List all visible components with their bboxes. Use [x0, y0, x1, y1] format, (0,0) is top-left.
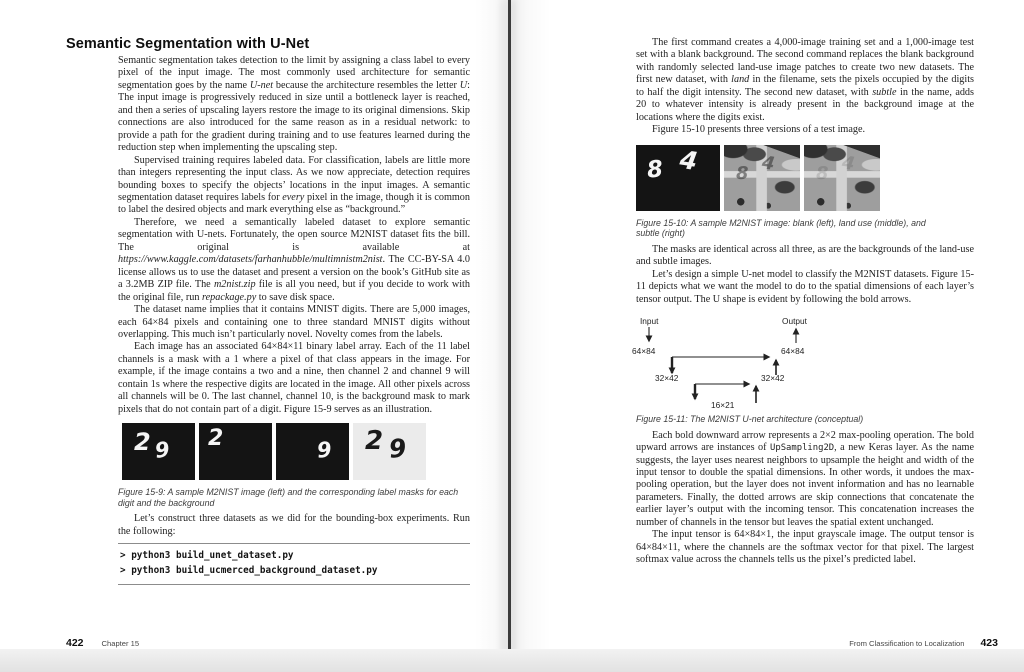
figure-15-9 [122, 423, 470, 480]
paragraph: Semantic segmentation takes detection to the limit by assigning a class label to every pixel of the input image. The most commonly used architecture for semantic segmentation goes by the name U-net because the architecture resembles the letter U: The input image is progressively reduced in size until a bottleneck layer is reached, and then a series of upscaling layers restore the image to its original dimensions. Skip connections are also introduced for the same reason as in a residual network: to provide a path for the gradient during training and to use features learned during the reduction step when implementing the upscaling step. [118, 55, 470, 154]
diagram-output-label: Output [782, 316, 807, 327]
handwritten-digit: 2 [208, 426, 224, 452]
handwritten-digit: 2 [134, 428, 151, 457]
handwritten-digit: 9 [387, 433, 408, 464]
code-block [118, 543, 470, 585]
chapter-title-label: From Classification to Localization [849, 639, 965, 648]
page-number: 422 [66, 637, 84, 649]
diagram-bottleneck-label: 16×21 [711, 400, 735, 411]
page-gutter-divider [508, 0, 511, 672]
handwritten-digit: 9 [153, 437, 172, 464]
figure-15-10 [636, 145, 974, 211]
paragraph: The input tensor is 64×84×1, the input grayscale image. The output tensor is 64×84×11, where the channels are the softmax vector for that pixel. The largest softmax value across the channels tells us the pixel’s predicted label. [636, 529, 974, 566]
diagram-dec2-label: 32×42 [761, 373, 785, 384]
right-page [511, 0, 1024, 650]
left-text-column [118, 55, 470, 585]
chapter-label: Chapter 15 [101, 639, 140, 648]
diagram-enc2-label: 32×42 [655, 373, 679, 384]
paragraph: The first command creates a 4,000-image training set and a 1,000-image test set with a blank background. The second command replaces the blank background with randomly selected land-use image patches to create two new datasets. The first new dataset, with land in the filename, sets the pixels occupied by the digits to half the digit intensity. The second new dataset, with subtle in the name, adds 20 to whatever intensity is already present in the background image at the locations where the digits exist. [636, 37, 974, 123]
figure-caption: Figure 15-10: A sample M2NIST image: blank (left), land use (middle), and subtle (right) [636, 217, 926, 239]
paragraph: Figure 15-10 presents three versions of a test image. [652, 124, 866, 136]
paragraph: Therefore, we need a semantically labeled dataset to explore semantic segmentation with U-nets. Fortunately, the open source M2NIST dataset fits the bill. The original is available at https://www.kaggle.com/datasets/farhanhubble/multimnistm2nist. The CC-BY-SA 4.0 license allows us to use the dataset and present a version on the book’s GitHub site as a 3.2MB ZIP file. The m2nist.zip file is all you need, but if you decide to work with the original file, run repackage.py to save disk space. [118, 216, 470, 303]
left-page [0, 0, 509, 650]
paragraph: Supervised training requires labeled data. For classification, labels are little more than integers representing the input class. As we now appreciate, detection requires bounding boxes to specify the objects’ locations in the input images. A semantic segmentation dataset requires labels for every pixel in the image, though it is common to label the desired objects and mark everything else as “background.” [118, 154, 470, 216]
diagram-enc1-label: 64×84 [632, 346, 656, 357]
handwritten-digit: 4 [677, 144, 700, 176]
digit-ghost: 8 [736, 162, 749, 184]
m2nist-image-panel [122, 423, 195, 480]
subtle-background-panel [804, 145, 880, 211]
paragraph: Let’s construct three datasets as we did for the bounding-box experiments. Run the following: [118, 513, 470, 537]
background-mask-panel [353, 423, 426, 480]
paragraph: The dataset name implies that it contains MNIST digits. There are 5,000 images, each 64×84 pixels and containing one to three standard MNIST digits without overlapping. This much isn’t particularly novel. Novelty comes from the labels. [118, 304, 470, 340]
section-heading: Semantic Segmentation with U-Net [66, 36, 310, 52]
digit-ghost: 4 [840, 151, 857, 175]
code-line: > python3 build_unet_dataset.py [120, 550, 294, 562]
figure-caption: Figure 15-9: A sample M2NIST image (left) and the corresponding label masks for each digit and the background [118, 487, 459, 508]
blank-background-panel [636, 145, 720, 211]
label-mask-panel [199, 423, 272, 480]
right-text-column [632, 37, 974, 567]
paragraph: Let’s design a simple U-net model to classify the M2NIST datasets. Figure 15-11 depicts what we want the model to do to the spatial dimensions of each layer’s tensor output. The U shape is evident by following the bold arrows. [636, 268, 974, 305]
paragraph: The masks are identical across all three, as are the backgrounds of the land-use and subtle images. [636, 243, 974, 268]
digit-ghost: 8 [816, 162, 829, 184]
diagram-input-label: Input [640, 316, 659, 327]
paragraph: Each image has an associated 64×84×11 binary label array. Each of the 11 label channels is a mask with a 1 where a pixel of that class appears in the image. For example, if the image contains a two and a nine, then channel 2 and channel 9 will contain 1s where the respective digits are located in the image. All other pixels across all channels will be 0. The last channel, channel 10, is the background mask to mark pixels that do not contain part of a digit. Figure 15-9 serves as an illustration. [118, 341, 470, 415]
paragraph: Each bold downward arrow represents a 2×2 max-pooling operation. The bold upward arrows are instances of UpSampling2D, a new Keras layer. As the name suggests, the layer uses nearest neighbors to upsample the height and width of the input tensor to double the spatial dimensions. In other words, it undoes the max-pooling operation, but the layer does not invent information and has no learnable parameters. Finally, the dotted arrows are skip connections that concatenate the earlier layer’s output with the incoming tensor. This concatenation increases the number of channels in the tensor but leaves the spatial extent unchanged. [636, 429, 974, 528]
page-bottom-edge [0, 649, 1024, 672]
diagram-dec1-label: 64×84 [781, 346, 805, 357]
code-line: > python3 build_ucmerced_background_dataset.py [120, 564, 378, 576]
figure-caption: Figure 15-11: The M2NIST U-net architecture (conceptual) [636, 414, 864, 425]
page-number: 423 [980, 637, 998, 649]
handwritten-digit: 2 [365, 426, 384, 457]
digit-ghost: 4 [760, 151, 777, 175]
unet-diagram [630, 313, 840, 411]
land-use-background-panel [724, 145, 800, 211]
label-mask-panel [276, 423, 349, 480]
handwritten-digit: 9 [315, 437, 333, 463]
handwritten-digit: 8 [645, 155, 665, 184]
